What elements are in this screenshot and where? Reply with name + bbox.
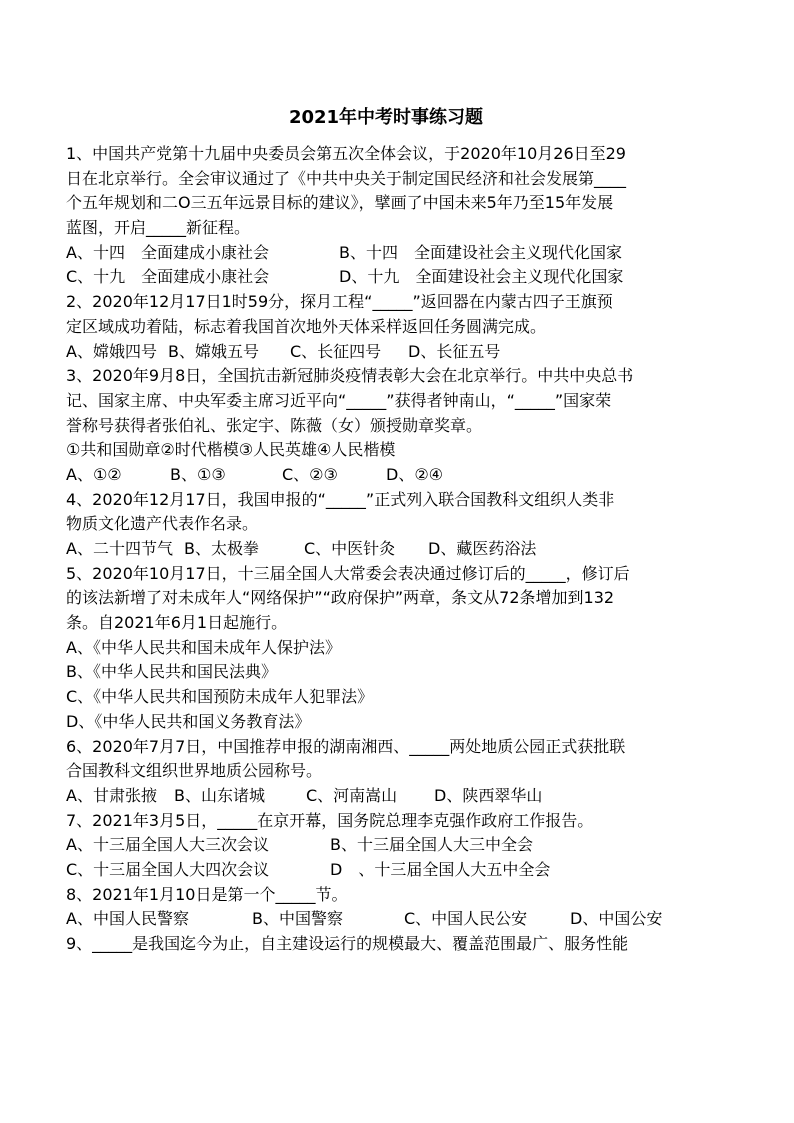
option-row <box>66 833 706 858</box>
question-5 <box>66 562 706 735</box>
question-9 <box>66 932 706 957</box>
option-c: C、十三届全国人大四次会议 <box>66 859 270 879</box>
option-c: C、中医针灸 <box>304 539 396 558</box>
question-text-line: 9、_____是我国迄今为止，自主建设运行的规模最大、覆盖范围最广、服务性能 <box>66 934 629 953</box>
question-text-line: 日在北京举行。全会审议通过了《中共中央关于制定国民经济和社会发展第____ <box>66 168 627 188</box>
option-b: B、十四 全面建设社会主义现代化国家 <box>339 242 622 262</box>
option-a: A、中国人民警察 <box>66 909 189 929</box>
option-row <box>66 907 706 932</box>
question-text-line: 7、2021年3月5日，_____在京开幕，国务院总理李克强作政府工作报告。 <box>66 810 594 830</box>
option-row <box>66 340 706 365</box>
option-c: C、十九 全面建成小康社会 <box>66 267 270 287</box>
option-row <box>66 241 706 266</box>
page-title: 2021年中考时事练习题 <box>288 107 484 128</box>
option-row <box>66 784 706 809</box>
question-text-line: 2、2020年12月17日1时59分，探月工程“_____”返回器在内蒙古四子王旗预 <box>66 292 613 312</box>
question-text-line: 5、2020年10月17日，十三届全国人大常委会表决通过修订后的_____，修订后 <box>66 563 630 583</box>
option-a: A、十四 全面建成小康社会 <box>66 242 269 262</box>
option-c: C、中国人民公安 <box>404 909 528 929</box>
option-c: C、河南嵩山 <box>306 785 398 805</box>
option-a: A、①② <box>66 464 122 484</box>
question-text-line: 3、2020年9月8日，全国抗击新冠肺炎疫情表彰大会在北京举行。中共中央总书 <box>66 366 634 386</box>
option-c: C、长征四号 <box>290 341 382 361</box>
option-a: A、《中华人民共和国未成年人保护法》 <box>66 637 341 657</box>
option-d: D、②④ <box>386 464 444 484</box>
question-choices-line: ①共和国勋章②时代楷模③人民英雄④人民楷模 <box>66 440 396 460</box>
question-text-line: 记、国家主席、中央军委主席习近平向“_____”获得者钟南山，“_____”国家荣 <box>66 390 612 410</box>
question-2 <box>66 290 706 364</box>
question-7 <box>66 809 706 883</box>
question-text-line: 誉称号获得者张伯礼、张定宇、陈薇（女）颁授勋章奖章。 <box>66 415 483 435</box>
option-c: C、②③ <box>282 464 338 484</box>
option-row <box>66 858 706 883</box>
question-3 <box>66 364 706 487</box>
option-b: B、山东诸城 <box>174 785 265 805</box>
option-b: B、①③ <box>170 464 226 484</box>
question-6 <box>66 735 706 809</box>
option-d: D 、十三届全国人大五中全会 <box>330 859 551 879</box>
option-b: B、嫦娥五号 <box>168 341 259 361</box>
question-text-line: 个五年规划和二O三五年远景目标的建议》，擘画了中国未来5年乃至15年发展 <box>66 193 614 213</box>
option-b: B、《中华人民共和国民法典》 <box>66 662 277 682</box>
option-b: B、十三届全国人大三中全会 <box>330 835 533 855</box>
question-text-line: 1、中国共产党第十九届中央委员会第五次全体会议，于2020年10月26日至29 <box>66 144 626 163</box>
exam-page <box>66 105 706 957</box>
option-b: B、太极拳 <box>184 539 259 558</box>
option-d: D、长征五号 <box>408 341 501 361</box>
question-text-line: 物质文化遗产代表作名录。 <box>66 514 259 534</box>
question-8 <box>66 883 706 932</box>
option-d: D、藏医药浴法 <box>428 539 537 558</box>
option-row <box>66 537 706 562</box>
question-text-line: 条。自2021年6月1日起施行。 <box>66 613 288 633</box>
option-b: B、中国警察 <box>252 909 343 929</box>
question-text-line: 8、2021年1月10日是第一个_____节。 <box>66 884 348 904</box>
option-d: D、中国公安 <box>570 909 663 929</box>
option-a: A、嫦娥四号 <box>66 341 157 361</box>
question-text-line: 合国教科文组织世界地质公园称号。 <box>66 761 323 781</box>
question-text-line: 4、2020年12月17日，我国申报的“_____”正式列入联合国教科文组织人类非 <box>66 489 615 509</box>
option-d: D、陕西翠华山 <box>434 785 543 805</box>
option-row <box>66 463 706 488</box>
question-1 <box>66 142 706 290</box>
option-a: A、甘肃张掖 <box>66 785 157 805</box>
option-row <box>66 265 706 290</box>
option-a: A、二十四节气 <box>66 539 173 558</box>
question-text-line: 的该法新增了对未成年人“网络保护”“政府保护”两章，条文从72条增加到132 <box>66 588 615 608</box>
question-text-line: 蓝图，开启_____新征程。 <box>66 218 251 238</box>
option-d: D、十九 全面建设社会主义现代化国家 <box>339 267 624 287</box>
question-4 <box>66 488 706 562</box>
question-text-line: 6、2020年7月7日，中国推荐申报的湖南湘西、_____两处地质公园正式获批联 <box>66 736 626 756</box>
option-d: D、《中华人民共和国义务教育法》 <box>66 711 311 731</box>
option-c: C、《中华人民共和国预防未成年人犯罪法》 <box>66 687 374 707</box>
question-text-line: 定区域成功着陆，标志着我国首次地外天体采样返回任务圆满完成。 <box>66 316 547 336</box>
option-a: A、十三届全国人大三次会议 <box>66 835 269 855</box>
